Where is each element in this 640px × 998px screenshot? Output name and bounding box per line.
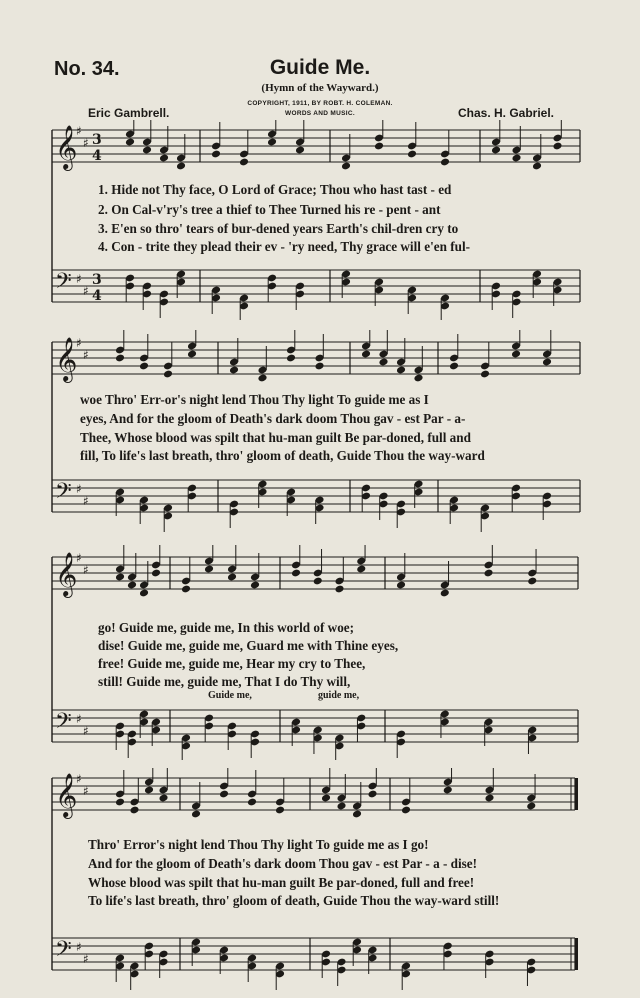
treble-staff	[52, 120, 580, 171]
note-head	[526, 802, 536, 811]
sharp-icon: ♯	[76, 482, 82, 496]
author-credit: Eric Gambrell.	[88, 106, 170, 120]
bass-staff	[52, 479, 580, 532]
note-head	[374, 142, 384, 151]
final-barline-thick	[575, 778, 578, 810]
note-head	[142, 146, 152, 155]
note-head	[129, 806, 139, 815]
sharp-icon: ♯	[76, 712, 82, 726]
system-4-lyric-verse-2: And for the gloom of Death's dark doom Thou gav - est Par - a - dise!	[88, 856, 478, 871]
sharp-icon: ♯	[76, 772, 82, 786]
note-head	[334, 585, 344, 594]
note-head	[491, 146, 501, 155]
note-head	[275, 806, 285, 815]
system-1-lyric-verse-4: 4. Con - trite they plead their ev - 'ry need, Thy grace will e'en ful-	[98, 239, 471, 254]
sharp-icon: ♯	[76, 940, 82, 954]
note-head	[511, 154, 521, 163]
time-signature-bottom: 4	[92, 148, 102, 164]
note-head	[443, 786, 453, 795]
note-head	[527, 577, 537, 586]
note-head	[449, 362, 459, 371]
note-head	[378, 358, 388, 367]
bass-cue-1: Guide me,	[208, 690, 252, 701]
note-head	[341, 162, 351, 171]
sharp-icon: ♯	[83, 284, 89, 298]
note-head	[211, 150, 221, 159]
sharp-icon: ♯	[76, 551, 82, 565]
system-1-lyric-verse-2: 2. On Cal-v'ry's tree a thief to Thee Turned his re - pent - ant	[98, 202, 441, 217]
time-signature-bottom: 4	[92, 288, 102, 304]
note-head	[127, 581, 137, 590]
hymn-number: No. 34.	[54, 58, 120, 80]
sharp-icon: ♯	[76, 272, 82, 286]
note-head	[181, 585, 191, 594]
sharp-icon: ♯	[83, 563, 89, 577]
bass-clef-icon: 𝄢	[55, 269, 72, 299]
treble-staff	[52, 545, 578, 598]
hymn-subtitle: (Hymn of the Wayward.)	[261, 82, 379, 94]
note-head	[158, 794, 168, 803]
bass-cue-2: guide me,	[318, 690, 360, 701]
note-head	[204, 565, 214, 574]
note-head	[151, 569, 161, 578]
note-head	[321, 794, 331, 803]
hymn-title: Guide Me.	[269, 56, 371, 79]
note-head	[295, 146, 305, 155]
note-head	[250, 581, 260, 590]
note-head	[257, 374, 267, 383]
time-signature-top: 3	[92, 132, 102, 148]
note-head	[401, 806, 411, 815]
bass-staff	[52, 709, 578, 760]
note-head	[396, 366, 406, 375]
system-2-lyric-verse-3: Thee, Whose blood was spilt that hu-man guilt Be par-doned, full and	[80, 430, 471, 445]
note-head	[144, 786, 154, 795]
note-head	[361, 350, 371, 359]
note-head	[552, 142, 562, 151]
sharp-icon: ♯	[76, 124, 82, 138]
note-head	[267, 138, 277, 147]
note-head	[125, 138, 135, 147]
note-head	[532, 162, 542, 171]
treble-staff	[52, 768, 578, 819]
sharp-icon: ♯	[83, 348, 89, 362]
note-head	[139, 589, 149, 598]
note-head	[191, 810, 201, 819]
note-head	[407, 150, 417, 159]
note-head	[336, 802, 346, 811]
note-head	[115, 354, 125, 363]
note-head	[286, 354, 296, 363]
note-head	[413, 374, 423, 383]
sharp-icon: ♯	[83, 784, 89, 798]
time-signature-top: 3	[92, 272, 102, 288]
note-head	[352, 810, 362, 819]
system-4-lyric-verse-1: Thro' Error's night lend Thou Thy light To guide me as I go!	[88, 837, 429, 852]
sharp-icon: ♯	[83, 136, 89, 150]
note-head	[176, 162, 186, 171]
note-head	[219, 790, 229, 799]
note-head	[159, 154, 169, 163]
note-head	[115, 798, 125, 807]
note-head	[163, 370, 173, 379]
copyright-line: COPYRIGHT, 1911, BY ROBT. H. COLEMAN.	[247, 100, 393, 107]
note-head	[314, 362, 324, 371]
bass-staff	[52, 937, 578, 990]
system-3-lyric-verse-2: dise! Guide me, guide me, Guard me with Thine eyes,	[98, 638, 399, 653]
system-1-lyric-verse-3: 3. E'en so thro' tears of bur-dened years Earth's chil-dren cry to	[98, 221, 459, 236]
bass-clef-icon: 𝄢	[55, 479, 72, 509]
sharp-icon: ♯	[83, 724, 89, 738]
note-head	[187, 350, 197, 359]
bass-staff	[52, 269, 580, 320]
treble-clef-icon: 𝄞	[55, 337, 78, 381]
treble-staff	[52, 330, 580, 383]
note-head	[356, 565, 366, 574]
treble-clef-icon: 𝄞	[55, 773, 78, 817]
bass-clef-icon: 𝄢	[55, 709, 72, 739]
system-1-lyric-verse-1: 1. Hide not Thy face, O Lord of Grace; Thou who hast tast - ed	[98, 182, 452, 197]
treble-clef-icon: 𝄞	[55, 552, 78, 596]
system-2-lyric-verse-2: eyes, And for the gloom of Death's dark doom Thou gav - est Par - a-	[80, 411, 466, 426]
system-2-lyric-verse-1: woe Thro' Err-or's night lend Thou Thy light To guide me as I	[80, 392, 429, 407]
note-head	[542, 358, 552, 367]
composer-credit: Chas. H. Gabriel.	[457, 106, 554, 120]
note-head	[396, 581, 406, 590]
note-head	[115, 573, 125, 582]
note-head	[511, 350, 521, 359]
system-2-lyric-verse-4: fill, To life's last breath, thro' gloom of death, Guide Thou the way-ward	[80, 448, 485, 463]
system-4-lyric-verse-3: Whose blood was spilt that hu-man guilt Be par-doned, full and free!	[88, 875, 475, 890]
system-3-lyric-verse-1: go! Guide me, guide me, In this world of woe;	[98, 620, 355, 635]
note-head	[291, 569, 301, 578]
final-barline-thick	[575, 938, 578, 970]
system-3-lyric-verse-3: free! Guide me, guide me, Hear my cry to Thee,	[98, 656, 366, 671]
system-3-lyric-verse-4: still! Guide me, guide me, That I do Thy will,	[98, 674, 351, 689]
bass-clef-icon: 𝄢	[55, 937, 72, 967]
sharp-icon: ♯	[76, 336, 82, 350]
note-head	[227, 573, 237, 582]
note-head	[440, 158, 450, 167]
system-4-lyric-verse-4: To life's last breath, thro' gloom of death, Guide Thou the way-ward still!	[88, 893, 500, 908]
note-head	[484, 794, 494, 803]
note-head	[367, 790, 377, 799]
note-head	[239, 158, 249, 167]
note-head	[483, 569, 493, 578]
note-head	[229, 366, 239, 375]
sharp-icon: ♯	[83, 952, 89, 966]
words-and-music-line: WORDS AND MUSIC.	[285, 110, 355, 117]
note-head	[313, 577, 323, 586]
sharp-icon: ♯	[83, 494, 89, 508]
note-head	[440, 589, 450, 598]
note-head	[480, 370, 490, 379]
note-head	[247, 798, 257, 807]
treble-clef-icon: 𝄞	[55, 125, 78, 169]
system-1-music	[0, 120, 640, 320]
note-head	[139, 362, 149, 371]
